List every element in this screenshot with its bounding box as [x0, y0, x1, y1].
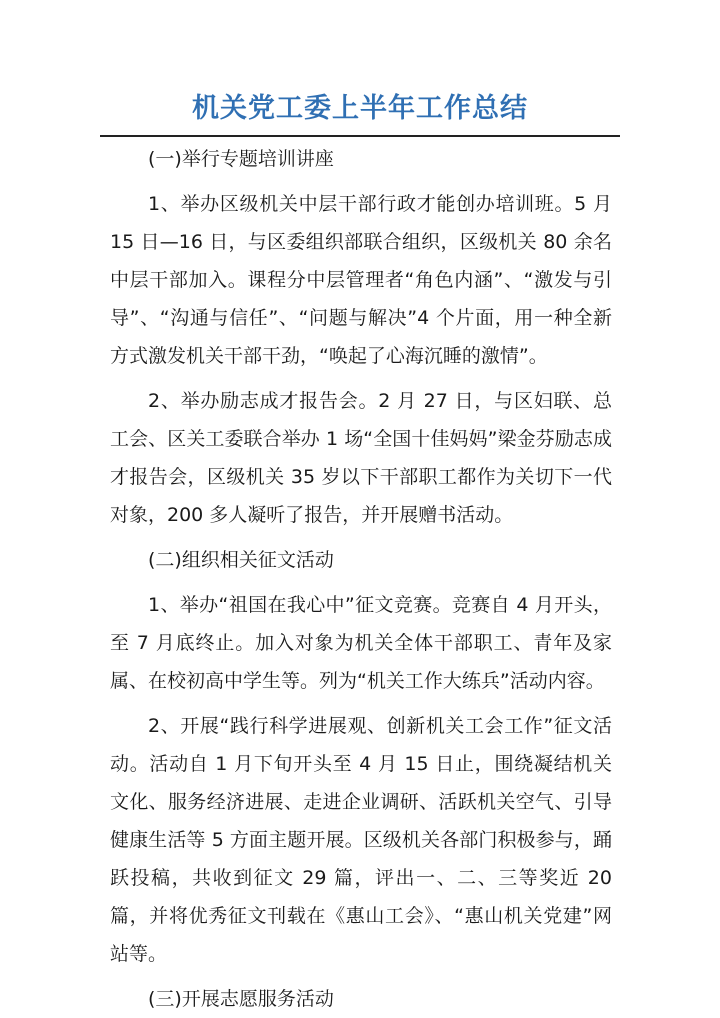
section-heading-1: (一)举行专题培训讲座 — [148, 148, 334, 170]
paragraph-1-2: 2、举办励志成才报告会。2 月 27 日，与区妇联、总工会、区关工委联合举办 1 场“全国十佳妈妈”梁金芬励志成才报告会，区级机关 35 岁以下干部职工都作为关切下一代对象，200 多人凝听了报告，并开展赠书活动。 — [110, 390, 612, 526]
paragraph-2-1: 1、举办“祖国在我心中”征文竞赛。竞赛自 4 月开头，至 7 月底终止。加入对象为机关全体干部职工、青年及家属、在校初高中学生等。列为“机关工作大练兵”活动内容。 — [110, 594, 612, 692]
paragraph-2-2: 2、开展“践行科学进展观、创新机关工会工作”征文活动。活动自 1 月下旬开头至 4 月 15 日止，围绕凝结机关文化、服务经济进展、走进企业调研、活跃机关空气、引导健康生活等 5 方面主题开展。区级机关各部门积极参与，踊跃投稿，共收到征文 29 篇，评出一、二、三等奖近 20 篇，并将优秀征文刊载在《惠山工会》、“惠山机关党建”网站等。 — [110, 715, 612, 965]
section-heading-2: (二)组织相关征文活动 — [148, 549, 334, 571]
document-body — [110, 140, 612, 1018]
paragraph-1-1: 1、举办区级机关中层干部行政才能创办培训班。5 月 15 日—16 日，与区委组织部联合组织，区级机关 80 余名中层干部加入。课程分中层管理者“角色内涵”、“激发与引导”、“沟通与信任”、“问题与解决”4 个片面，用一种全新方式激发机关干部干劲，“唤起了心海沉睡的激情”。 — [110, 193, 612, 367]
section-heading-3: (三)开展志愿服务活动 — [148, 988, 334, 1010]
document-title: 机关党工委上半年工作总结 — [192, 93, 528, 124]
title-underline — [100, 135, 620, 137]
